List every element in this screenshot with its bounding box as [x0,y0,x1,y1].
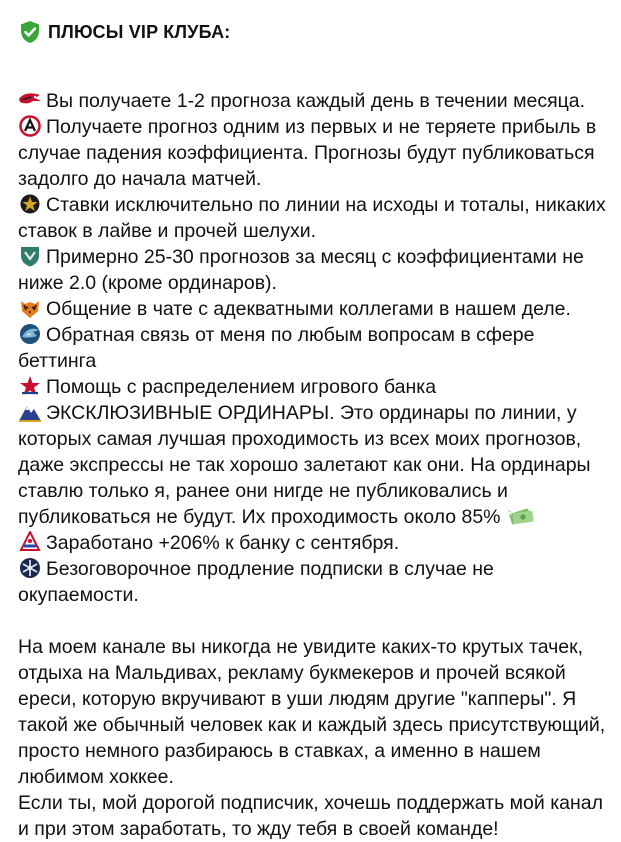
shark-logo-icon [18,323,42,345]
list-item: ЭКСКЛЮЗИВНЫЕ ОРДИНАРЫ. Это ординары по линии, у которых самая лучшая проходимость из всех моих прогнозов, даже экспрессы не так хорошо залетают как они. На ординары ставлю только я, ранее они нигде не публиковались и публиковаться не будут. Их проходимость около 85% [18,402,591,528]
spacer [18,608,607,634]
mountain-logo-icon [18,401,42,423]
list-item: Примерно 25-30 прогнозов за месяц с коэффициентами не ниже 2.0 (кроме ординаров). [18,246,584,294]
list-item: Получаете прогноз одним из первых и не теряете прибыль в случае падения коэффициента. Прогнозы будут публиковаться задолго до начала матчей. [18,116,597,190]
check-shield-icon [18,20,42,44]
list-item: Помощь с распределением игрового банка [18,374,607,400]
tiger-logo-icon [18,297,42,319]
list-item: Общение в чате с адекватными коллегами в нашем деле. [18,296,607,322]
post-header [18,18,607,46]
red-star-logo-icon [18,375,42,397]
list-item: Заработано +206% к банку с сентября. [18,530,607,556]
shield-crest-icon [18,245,42,267]
avangard-logo-icon [18,115,42,137]
body-paragraph: Если ты, мой дорогой подписчик, хочешь поддержать мой канал и при этом заработать, то жду тебя в своей команде! [18,792,603,840]
list-item: Ставки исключительно по линии на исходы и тоталы, никаких ставок в лайве и прочей шелухи. [18,194,606,242]
star-logo-icon [18,193,42,215]
lokomotiv-logo-icon [18,531,42,553]
list-item: Вы получаете 1-2 прогноза каждый день в течении месяца. [18,88,607,114]
list-item: Безоговорочное продление подписки в случае не окупаемости. [18,558,494,606]
benefits-list [18,88,607,608]
list-item: Обратная связь от меня по любым вопросам в сфере беттинга [18,324,535,372]
snowflake-logo-icon [18,557,42,579]
body-paragraph: На моем канале вы никогда не увидите каких-то крутых тачек, отдыха на Мальдивах, рекламу букмекеров и прочей всякой ереси, которую вкручивают в уши людям другие "капперы". Я такой же обычный человек как и каждый здесь присутствующий, просто немного разбираюсь в ставках, а именно в нашем любимом хоккее. [18,636,606,788]
post-title: ПЛЮСЫ VIP КЛУБА: [48,21,231,42]
money-icon [507,505,535,527]
hawks-logo-icon [18,89,42,111]
